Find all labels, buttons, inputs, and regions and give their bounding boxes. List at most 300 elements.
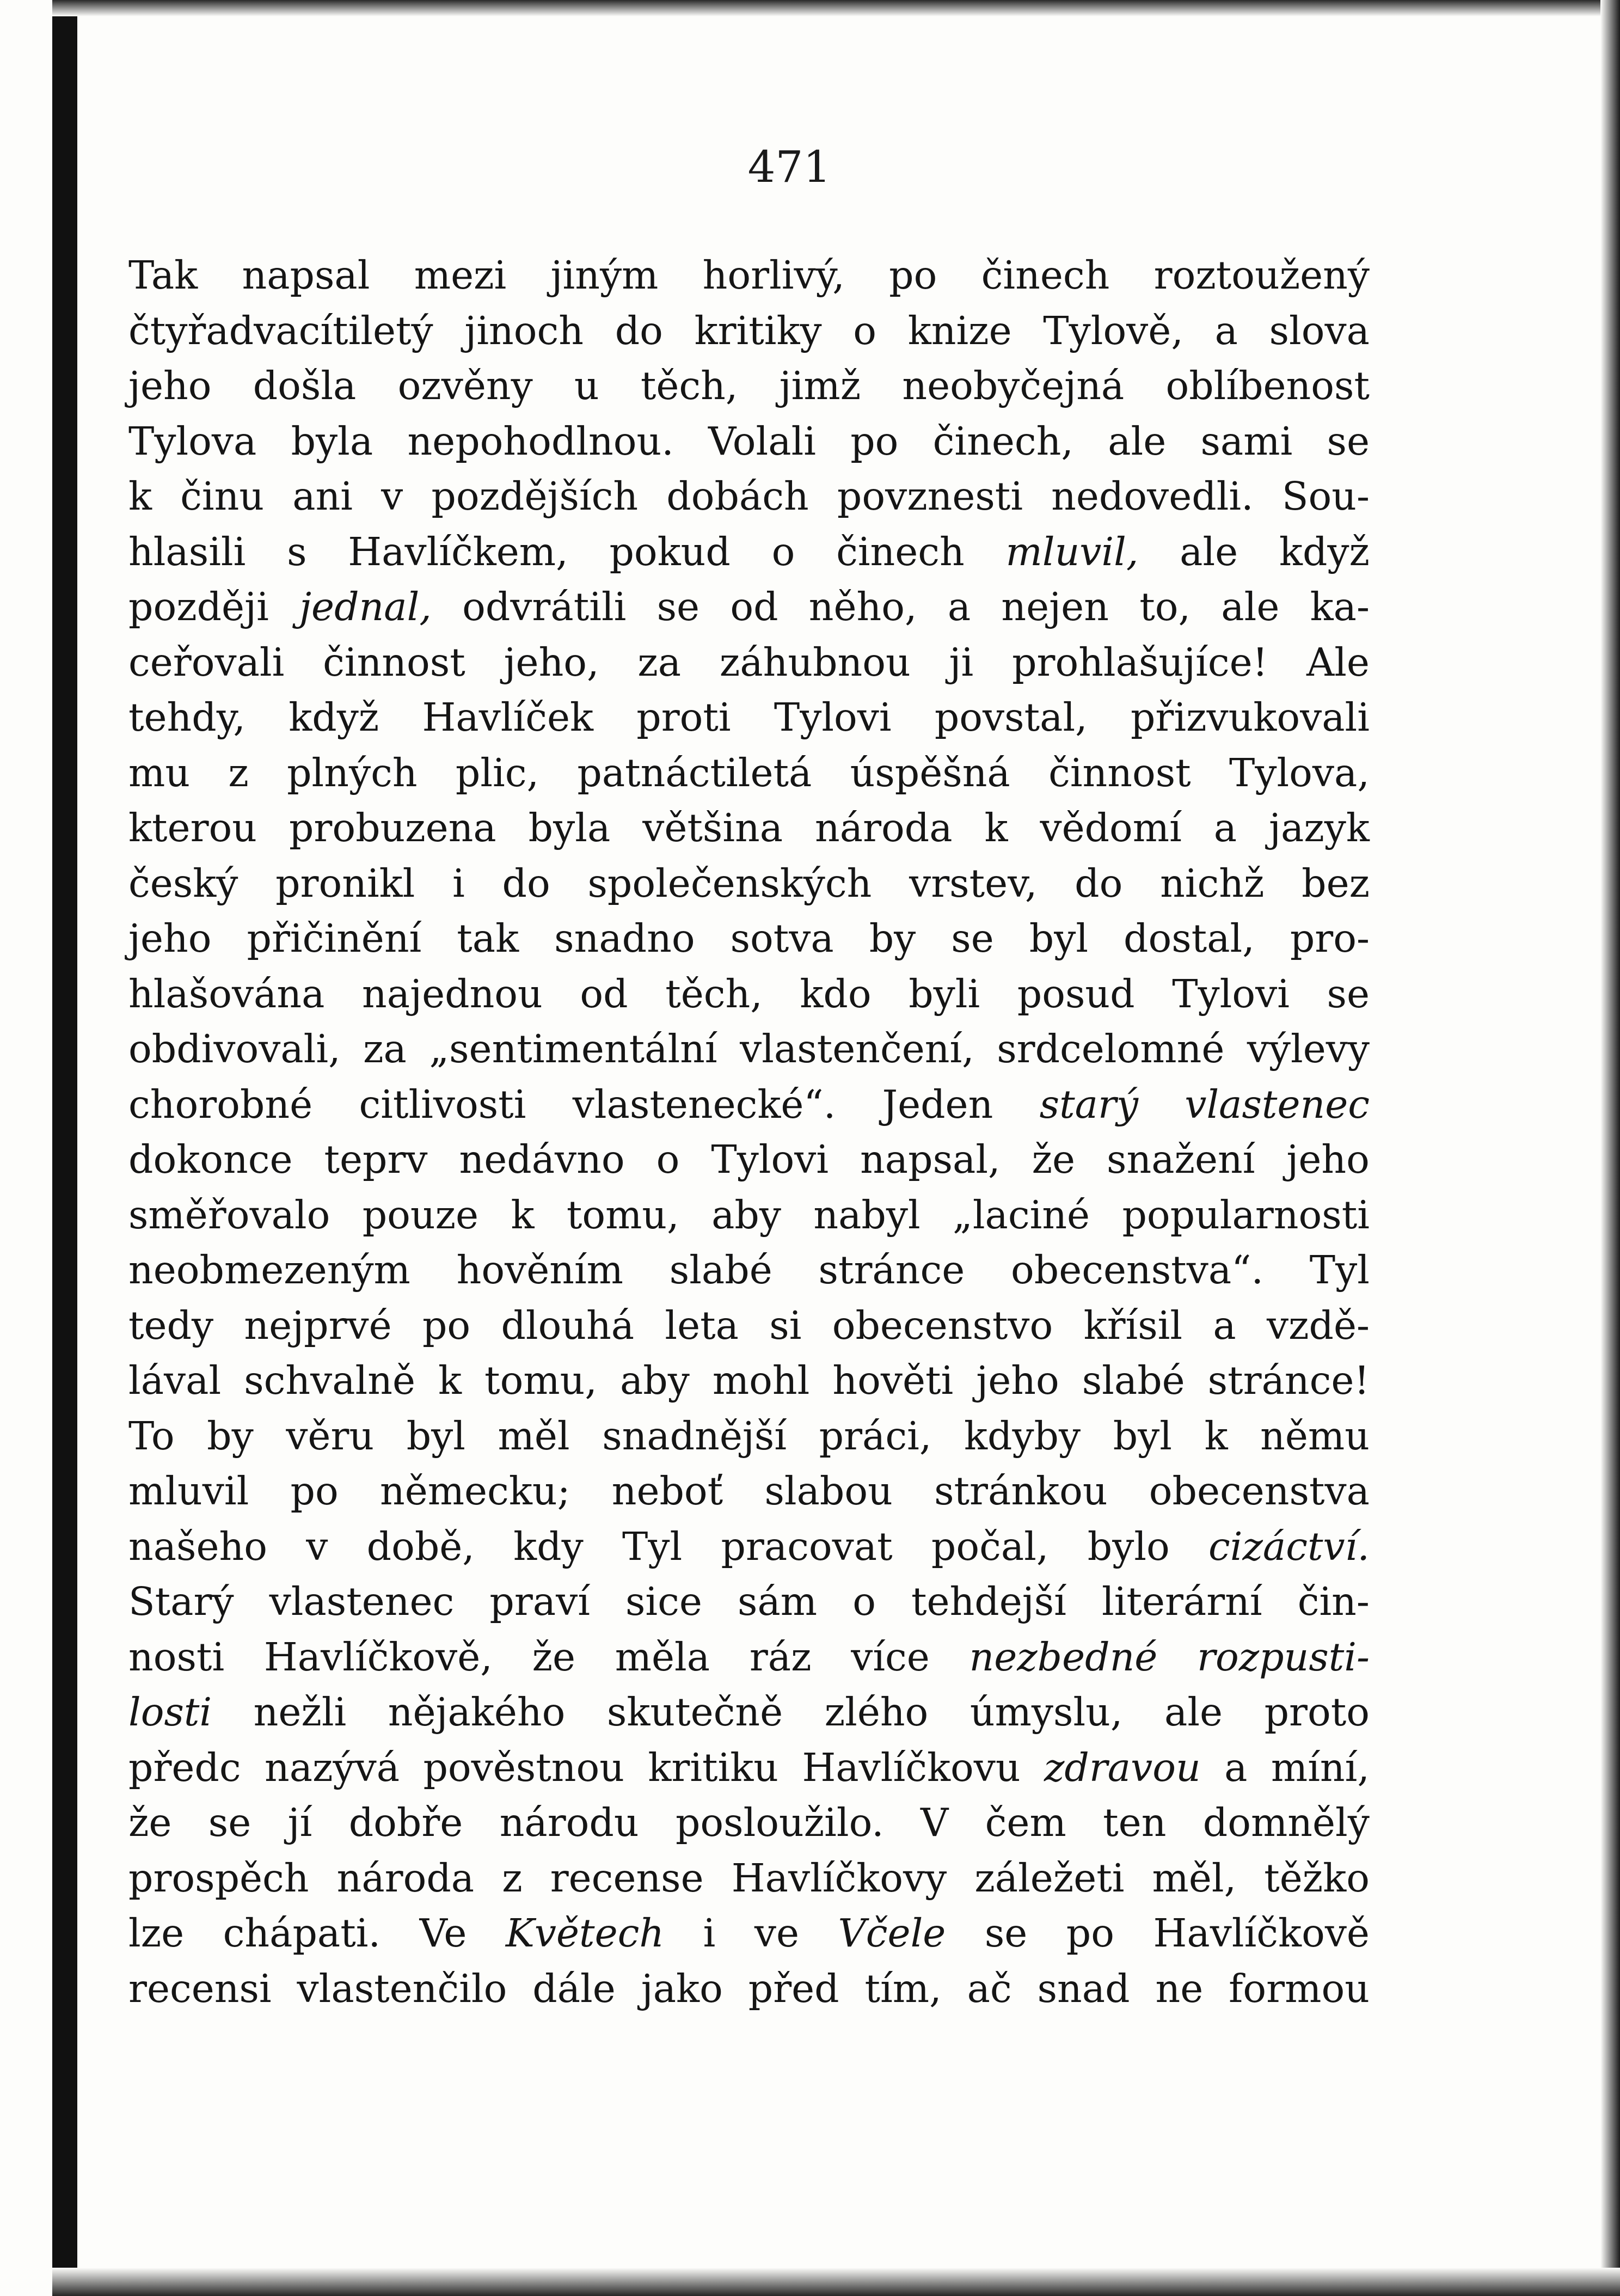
word: byli <box>909 971 980 1017</box>
word: nabyl <box>813 1192 921 1238</box>
word: Tylovi <box>774 695 892 740</box>
word: i <box>703 1911 716 1956</box>
text-line <box>128 966 1370 1022</box>
word: povstal, <box>934 695 1088 740</box>
word: pověstnou <box>423 1744 624 1790</box>
word: dostal, <box>1124 916 1255 961</box>
word: ka- <box>1310 584 1370 629</box>
word: činech, <box>932 418 1073 464</box>
word: kdo <box>800 971 872 1017</box>
word: ve <box>754 1911 799 1956</box>
word: lával <box>128 1358 222 1403</box>
word: Volali <box>708 418 816 464</box>
word: neobmezeným <box>128 1247 410 1293</box>
word: i <box>452 860 465 906</box>
italic-word: cizáctví. <box>1208 1523 1370 1569</box>
word: národu <box>499 1800 639 1845</box>
word: němu <box>1260 1413 1370 1459</box>
word: od <box>580 971 628 1017</box>
word: když <box>289 695 379 740</box>
word: mohl <box>712 1358 810 1403</box>
word: do <box>1075 860 1123 906</box>
word: se <box>951 916 994 961</box>
word: čem <box>985 1800 1066 1845</box>
word: o <box>853 308 877 353</box>
text-line <box>128 414 1370 469</box>
word: hlasili <box>128 529 246 574</box>
word: srdcelomné <box>997 1026 1225 1072</box>
word: záhubnou <box>719 639 911 685</box>
text-line <box>128 1298 1370 1354</box>
word: se <box>656 584 700 629</box>
word: Havlíčkově, <box>263 1634 493 1680</box>
word: k <box>1204 1413 1228 1459</box>
word: snažení <box>1107 1137 1255 1182</box>
text-line <box>128 1077 1370 1132</box>
word: Tylova <box>128 418 257 464</box>
word: Havlíčkovu <box>802 1744 1021 1790</box>
text-line <box>128 1021 1370 1077</box>
word: ne <box>1155 1966 1204 2011</box>
italic-word: nezbedné <box>969 1634 1158 1680</box>
word: Tyl <box>1309 1247 1370 1293</box>
body-text <box>128 248 1370 2016</box>
word: skutečně <box>606 1689 783 1735</box>
word: práci, <box>819 1413 932 1459</box>
word: míní, <box>1271 1744 1370 1790</box>
word: národa <box>336 1855 475 1901</box>
word: jinoch <box>464 308 584 353</box>
word: že <box>128 1800 172 1845</box>
word: našeho <box>128 1523 267 1569</box>
word: najednou <box>362 971 543 1017</box>
word: k <box>511 1192 535 1238</box>
word: se <box>984 1911 1028 1956</box>
word: dlouhá <box>501 1302 635 1348</box>
word: o <box>771 529 795 574</box>
text-line <box>128 1242 1370 1298</box>
word: byl <box>1029 916 1089 961</box>
word: obecenstva <box>1149 1468 1370 1514</box>
word: vlastenecké“. <box>572 1081 836 1127</box>
word: měl <box>498 1413 570 1459</box>
word: Tylovi <box>711 1137 829 1182</box>
word: ale <box>1221 584 1280 629</box>
text-line <box>128 1851 1370 1906</box>
word: době, <box>366 1523 475 1569</box>
word: úmyslu, <box>969 1689 1123 1735</box>
word: obecenstvo <box>832 1302 1053 1348</box>
word: a <box>1224 1744 1248 1790</box>
word: slova <box>1269 308 1370 353</box>
word: později <box>128 584 269 629</box>
word: by <box>869 916 916 961</box>
word: kritiku <box>648 1744 779 1790</box>
word: za <box>637 639 682 685</box>
text-line <box>128 1685 1370 1740</box>
word: ráz <box>749 1634 812 1680</box>
word: když <box>1279 529 1370 574</box>
word: u <box>574 363 599 408</box>
word: sice <box>625 1579 702 1624</box>
word: činech <box>981 253 1110 298</box>
word: stránce! <box>1207 1358 1370 1403</box>
word: po <box>1066 1911 1114 1956</box>
word: vědomí <box>1040 805 1182 850</box>
word: teprv <box>324 1137 428 1182</box>
word: ten <box>1103 1800 1167 1845</box>
word: neboť <box>611 1468 723 1514</box>
word: „laciné <box>953 1192 1090 1238</box>
text-line <box>128 635 1370 690</box>
word: z <box>228 750 249 795</box>
word: Tyl <box>622 1523 683 1569</box>
word: posloužilo. <box>675 1800 884 1845</box>
word: k <box>984 805 1008 850</box>
word: proto <box>1264 1689 1370 1735</box>
word: by <box>207 1413 254 1459</box>
word: Havlíček <box>422 695 594 740</box>
word: byla <box>528 805 611 850</box>
word: proti <box>636 695 731 740</box>
word: ani <box>292 474 353 519</box>
word: vlastenčení, <box>740 1026 974 1072</box>
word: nejen <box>1001 584 1109 629</box>
word: k <box>128 474 152 519</box>
word: jí <box>287 1800 312 1845</box>
text-line <box>128 358 1370 414</box>
binding-edge <box>52 0 77 2296</box>
word: měl, <box>1152 1855 1237 1901</box>
word: recensi <box>128 1966 272 2011</box>
word: To <box>128 1413 175 1459</box>
word: před <box>748 1966 839 2011</box>
word: prospěch <box>128 1855 309 1901</box>
word: přizvukovali <box>1130 695 1370 740</box>
word: dokonce <box>128 1137 293 1182</box>
word: vlastenčilo <box>297 1966 507 2011</box>
word: hověti <box>832 1358 954 1403</box>
word: činnost <box>1048 750 1191 795</box>
text-line <box>128 248 1370 303</box>
word: jimž <box>779 363 861 408</box>
text-line <box>128 745 1370 801</box>
text-line <box>128 1906 1370 1961</box>
word: plných <box>287 750 418 795</box>
word: tak <box>457 916 519 961</box>
word: ozvěny <box>397 363 533 408</box>
text-line <box>128 303 1370 359</box>
text-line <box>128 1961 1370 2017</box>
word: slabou <box>764 1468 893 1514</box>
text-line <box>128 1795 1370 1851</box>
word: dobách <box>666 474 809 519</box>
word: jazyk <box>1269 805 1370 850</box>
word: V <box>921 1800 949 1845</box>
word: v <box>381 474 403 519</box>
word: tedy <box>128 1302 214 1348</box>
word: snadno <box>554 916 695 961</box>
word: obdivovali, <box>128 1026 341 1072</box>
word: po <box>889 253 937 298</box>
word: slabé <box>669 1247 772 1293</box>
word: nedávno <box>459 1137 625 1182</box>
word: z <box>502 1855 523 1901</box>
italic-word: losti <box>128 1689 212 1735</box>
word: stránce <box>818 1247 965 1293</box>
word: a <box>1214 308 1238 353</box>
word: se <box>208 1800 251 1845</box>
word: výlevy <box>1247 1026 1370 1072</box>
word: došla <box>253 363 357 408</box>
word: pozdějších <box>431 474 639 519</box>
word: zlého <box>824 1689 929 1735</box>
word: něho, <box>808 584 917 629</box>
word: neobyčejná <box>902 363 1125 408</box>
word: nedovedli. <box>1051 474 1254 519</box>
word: Havlíčkovy <box>731 1855 947 1901</box>
word: ceřovali <box>128 639 285 685</box>
word: aby <box>619 1358 690 1403</box>
word: probuzena <box>289 805 496 850</box>
text-line <box>128 800 1370 856</box>
word: knize <box>907 308 1012 353</box>
word: jeho <box>976 1358 1059 1403</box>
word: po <box>850 418 899 464</box>
word: tehdy, <box>128 695 246 740</box>
word: a <box>947 584 971 629</box>
word: Ve <box>419 1911 467 1956</box>
text-line <box>128 1519 1370 1575</box>
word: nějakého <box>388 1689 566 1735</box>
word: literární <box>1102 1579 1262 1624</box>
italic-word: jednal, <box>299 584 432 629</box>
word: čtyřadvacítiletý <box>128 308 433 353</box>
word: hlašována <box>128 971 325 1017</box>
word: Tak <box>128 253 198 298</box>
word: pro- <box>1290 916 1370 961</box>
text-line <box>128 1187 1370 1243</box>
text-line <box>128 1630 1370 1685</box>
word: sami <box>1200 418 1293 464</box>
word: popularnosti <box>1122 1192 1370 1238</box>
word: napsal, <box>860 1137 1001 1182</box>
word: křísil <box>1083 1302 1183 1348</box>
word: hověním <box>456 1247 624 1293</box>
word: aby <box>711 1192 781 1238</box>
word: národa <box>815 805 953 850</box>
word: vrstev, <box>909 860 1038 906</box>
text-line <box>128 1574 1370 1630</box>
word: pouze <box>362 1192 479 1238</box>
word: pronikl <box>275 860 415 906</box>
word: jako <box>641 1966 723 2011</box>
word: dobře <box>348 1800 463 1845</box>
word: sotva <box>730 916 834 961</box>
text-line <box>128 524 1370 580</box>
word: pracovat <box>721 1523 893 1569</box>
word: prohlašujíce! <box>1012 639 1268 685</box>
word: tomu, <box>566 1192 679 1238</box>
italic-word: mluvil, <box>1005 529 1139 574</box>
word: kdyby <box>964 1413 1081 1459</box>
word: snad <box>1037 1966 1130 2011</box>
word: praví <box>489 1579 590 1624</box>
word: bylo <box>1087 1523 1170 1569</box>
word: povznesti <box>837 474 1023 519</box>
word: leta <box>665 1302 739 1348</box>
word: nazývá <box>265 1744 400 1790</box>
word: Havlíčkově <box>1153 1911 1370 1956</box>
word: Tylově, <box>1043 308 1183 353</box>
word: vlastenec <box>269 1579 455 1624</box>
word: jeho <box>128 916 212 961</box>
word: Tylovi <box>1172 971 1290 1017</box>
text-line <box>128 579 1370 635</box>
word: jiným <box>550 253 659 298</box>
word: sám <box>738 1579 818 1624</box>
word: kdy <box>513 1523 584 1569</box>
word: ji <box>949 639 974 685</box>
word: Jeden <box>882 1081 993 1127</box>
italic-word: zdravou <box>1044 1744 1201 1790</box>
word: Sou- <box>1281 474 1370 519</box>
word: horlivý, <box>702 253 845 298</box>
word: činnost <box>323 639 465 685</box>
italic-word: vlastenec <box>1185 1081 1370 1127</box>
word: se <box>1327 971 1370 1017</box>
word: se <box>1327 418 1370 464</box>
word: jeho <box>128 363 212 408</box>
text-line <box>128 690 1370 745</box>
word: dále <box>532 1966 616 2011</box>
word: nejprvé <box>244 1302 392 1348</box>
text-line <box>128 911 1370 966</box>
word: plic, <box>455 750 539 795</box>
word: odvrátili <box>462 584 627 629</box>
word: po <box>422 1302 471 1348</box>
word: že <box>532 1634 576 1680</box>
word: schvalně <box>244 1358 416 1403</box>
text-line <box>128 1409 1370 1464</box>
word: bez <box>1302 860 1370 906</box>
word: Tylova, <box>1229 750 1370 795</box>
word: tomu, <box>484 1358 597 1403</box>
word: napsal <box>242 253 370 298</box>
word: těch, <box>640 363 738 408</box>
word: těch, <box>665 971 763 1017</box>
word: tehdejší <box>911 1579 1066 1624</box>
word: a <box>1213 805 1237 850</box>
word: většina <box>642 805 783 850</box>
word: domnělý <box>1202 1800 1370 1845</box>
word: lze <box>128 1911 185 1956</box>
word: věru <box>286 1413 375 1459</box>
word: ale <box>1164 1689 1223 1735</box>
word: ale <box>1180 529 1238 574</box>
text-line <box>128 1353 1370 1409</box>
word: byl <box>1113 1413 1172 1459</box>
word: mezi <box>414 253 507 298</box>
word: měla <box>615 1634 710 1680</box>
word: roztoužený <box>1153 253 1370 298</box>
page-top-edge <box>52 0 1620 16</box>
text-line <box>128 1464 1370 1519</box>
word: snadnější <box>602 1413 787 1459</box>
word: počal, <box>931 1523 1049 1569</box>
word: oblíbenost <box>1165 363 1370 408</box>
word: jeho, <box>504 639 599 685</box>
word: formou <box>1229 1966 1370 2011</box>
text-line <box>128 1132 1370 1187</box>
word: citlivosti <box>359 1081 526 1127</box>
word: za <box>363 1026 407 1072</box>
italic-word: Květech <box>505 1911 665 1956</box>
word: směřovalo <box>128 1192 330 1238</box>
word: nosti <box>128 1634 225 1680</box>
word: čin- <box>1297 1579 1370 1624</box>
word: vzdě- <box>1267 1302 1370 1348</box>
word: nežli <box>253 1689 347 1735</box>
word: v <box>306 1523 328 1569</box>
word: činech <box>836 529 965 574</box>
word: byl <box>406 1413 465 1459</box>
word: společenských <box>587 860 872 906</box>
word: jeho <box>1286 1137 1370 1182</box>
word: do <box>615 308 663 353</box>
word: nepohodlnou. <box>407 418 674 464</box>
word: nichž <box>1160 860 1265 906</box>
word: činu <box>180 474 265 519</box>
word: stránkou <box>934 1468 1108 1514</box>
italic-word: Včele <box>838 1911 946 1956</box>
page-bottom-edge <box>52 2268 1620 2296</box>
page-right-edge <box>1600 0 1620 2296</box>
word: chorobné <box>128 1081 313 1127</box>
word: tím, <box>864 1966 942 2011</box>
word: si <box>769 1302 802 1348</box>
word: těžko <box>1264 1855 1370 1901</box>
word: český <box>128 860 238 906</box>
italic-word: starý <box>1039 1081 1138 1127</box>
word: záležeti <box>974 1855 1125 1901</box>
word: to, <box>1139 584 1191 629</box>
word: Havlíčkem, <box>348 529 568 574</box>
word: posud <box>1017 971 1135 1017</box>
word: o <box>656 1137 680 1182</box>
word: a <box>1213 1302 1236 1348</box>
word: kterou <box>128 805 257 850</box>
word: Ale <box>1306 639 1370 685</box>
word: o <box>852 1579 876 1624</box>
word: byla <box>291 418 373 464</box>
word: mu <box>128 750 191 795</box>
word: Starý <box>128 1579 234 1624</box>
text-line <box>128 1740 1370 1796</box>
word: pokud <box>609 529 731 574</box>
word: slabé <box>1082 1358 1185 1403</box>
word: úspěšná <box>850 750 1010 795</box>
word: po <box>290 1468 339 1514</box>
text-line <box>128 469 1370 524</box>
word: že <box>1032 1137 1076 1182</box>
word: přičinění <box>247 916 422 961</box>
word: chápati. <box>223 1911 381 1956</box>
text-line <box>128 856 1370 911</box>
page-number: 471 <box>747 142 831 192</box>
word: patnáctiletá <box>577 750 812 795</box>
word: recense <box>550 1855 704 1901</box>
